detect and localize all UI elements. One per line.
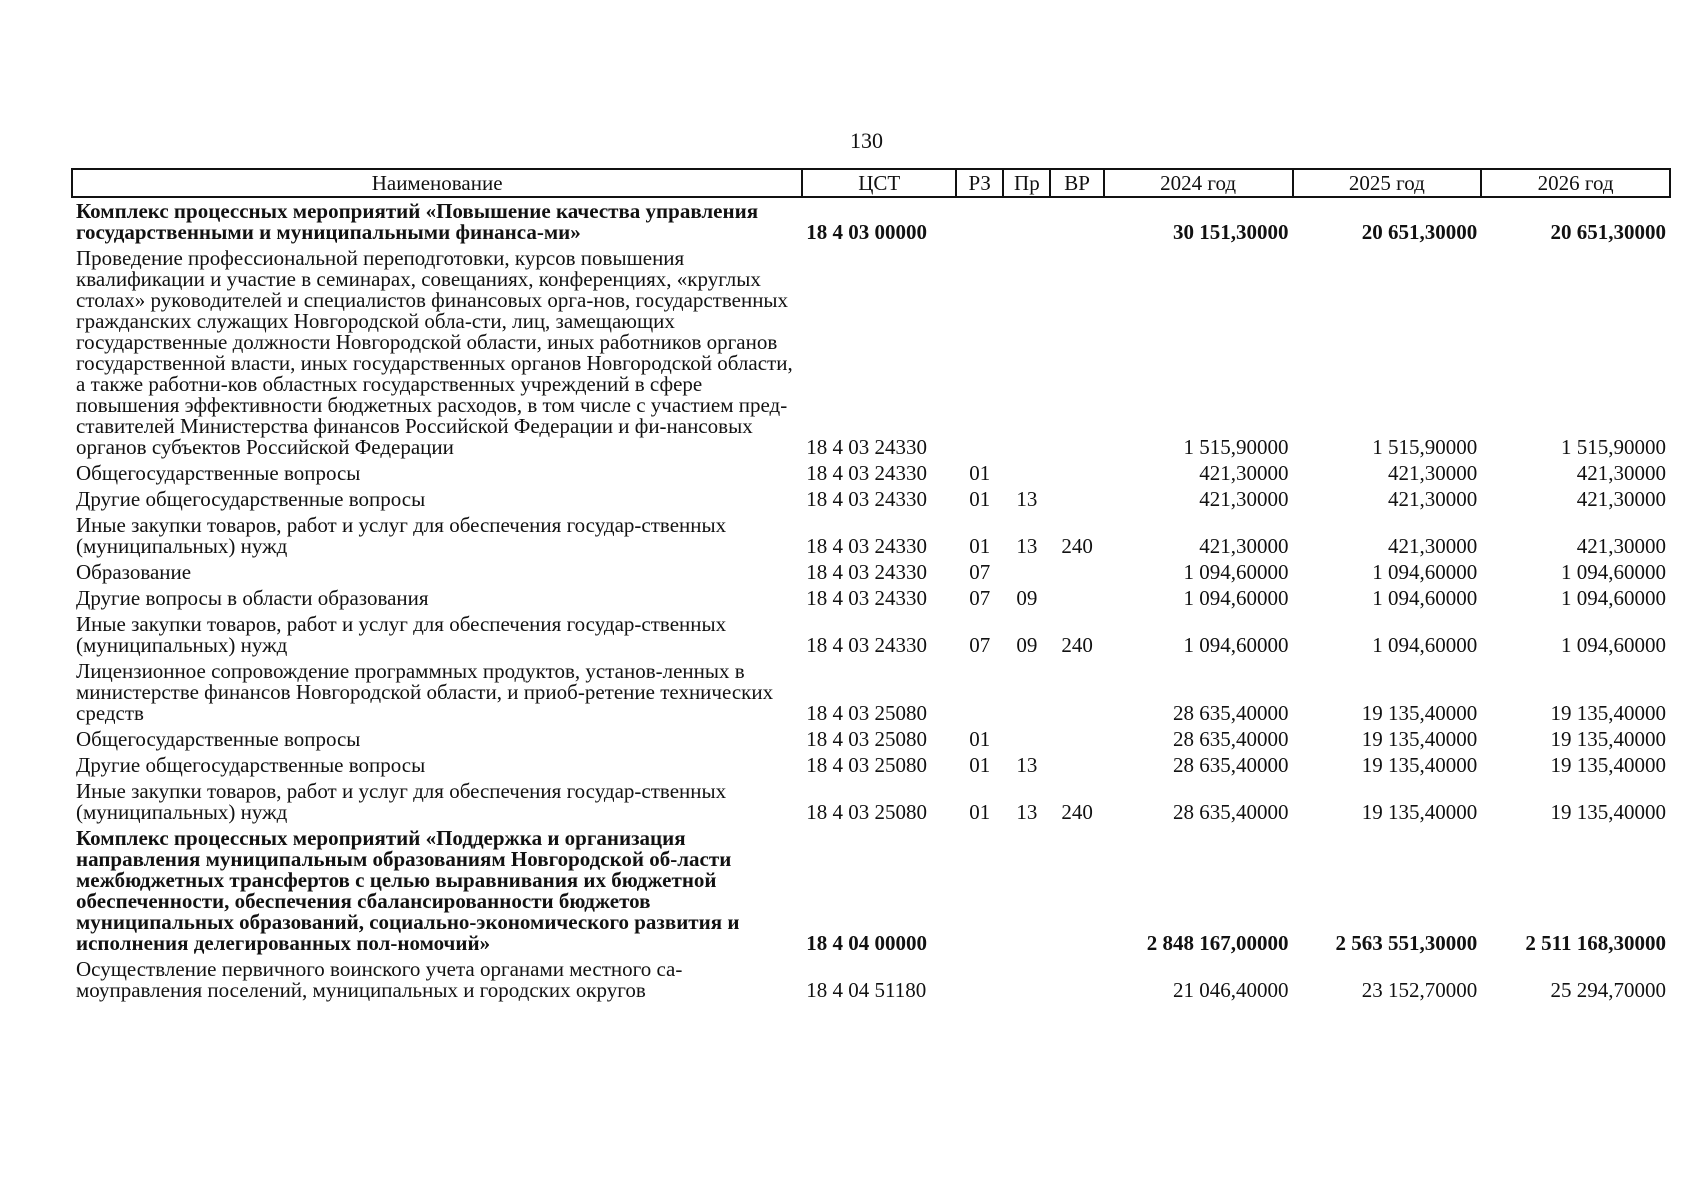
row-cst: 18 4 03 25080 [806, 800, 928, 824]
row-2024: 1 515,90000 [1183, 435, 1289, 459]
row-2025: 421,30000 [1387, 534, 1478, 558]
row-2025: 19 135,40000 [1361, 800, 1478, 824]
row-2026: 19 135,40000 [1550, 701, 1666, 725]
row-2026: 20 651,30000 [1550, 220, 1666, 244]
row-vr: 240 [1061, 534, 1093, 558]
header-2025: 2025 год [1293, 169, 1482, 197]
row-name: Общегосударственные вопросы [76, 461, 361, 485]
row-2025: 20 651,30000 [1361, 220, 1478, 244]
row-pr [1003, 825, 1050, 956]
table-row [72, 726, 1670, 752]
row-cst: 18 4 03 24330 [806, 435, 928, 459]
row-pr [1003, 245, 1050, 460]
row-2026: 1 515,90000 [1561, 435, 1666, 459]
row-cst: 18 4 03 24330 [806, 586, 928, 610]
row-2026: 2 511 168,30000 [1525, 931, 1666, 955]
row-2025: 23 152,70000 [1361, 978, 1478, 1002]
row-rz: 07 [969, 586, 991, 610]
row-rz [956, 658, 1003, 726]
row-2025: 2 563 551,30000 [1335, 931, 1478, 955]
row-2026: 25 294,70000 [1550, 978, 1666, 1002]
header-pr: Пр [1003, 169, 1050, 197]
row-2024: 28 635,40000 [1173, 753, 1289, 777]
row-pr: 13 [1016, 534, 1038, 558]
row-pr [1003, 197, 1050, 245]
row-cst: 18 4 03 24330 [806, 487, 928, 511]
row-2025: 19 135,40000 [1361, 727, 1478, 751]
row-rz: 01 [969, 753, 991, 777]
row-cst: 18 4 04 51180 [806, 978, 927, 1002]
row-2026: 19 135,40000 [1550, 753, 1666, 777]
row-2024: 28 635,40000 [1173, 727, 1289, 751]
row-cst: 18 4 04 00000 [806, 931, 928, 955]
table-row [72, 611, 1670, 658]
table-row [72, 778, 1670, 825]
row-2025: 1 094,60000 [1372, 586, 1478, 610]
table-row [72, 512, 1670, 559]
row-cst: 18 4 03 00000 [806, 220, 928, 244]
row-pr [1003, 956, 1050, 1003]
row-vr [1050, 825, 1103, 956]
row-name: Проведение профессиональной переподготовки, курсов повышения квалификации и участие в семинарах, совещаниях, конференциях, «круглых столах» руководителей и специалистов финансовых орга-нов, государственных гражданских служащих Новгородской обла-сти, лиц, замещающих государственные должности Новгородской области, иных работников органов государственной власти, иных государственных органов Новгородской области, а также работни-ков областных государственных учреждений в сфере повышения эффективности бюджетных расходов, в том числе с участием пред-ставителей Министерства финансов Российской Федерации и фи-нансовых органов субъектов Российской Федерации [76, 246, 793, 459]
row-name: Лицензионное сопровождение программных продуктов, установ-ленных в министерстве финансов Новгородской области, и приоб-ретение технических средств [76, 659, 774, 725]
row-2025: 1 094,60000 [1372, 633, 1478, 657]
row-2025: 1 515,90000 [1372, 435, 1478, 459]
row-2026: 421,30000 [1576, 461, 1666, 485]
row-vr: 240 [1061, 633, 1093, 657]
row-2025: 19 135,40000 [1361, 701, 1478, 725]
row-2024: 28 635,40000 [1173, 800, 1289, 824]
row-2026: 421,30000 [1576, 534, 1666, 558]
row-name: Образование [76, 560, 192, 584]
row-name: Комплекс процессных мероприятий «Повышение качества управления государственными и муниципальными финанса-ми» [76, 199, 759, 244]
table-body [72, 197, 1670, 1003]
row-cst: 18 4 03 24330 [806, 534, 928, 558]
page-number: 130 [850, 128, 883, 153]
row-2025: 421,30000 [1387, 487, 1478, 511]
table-row [72, 486, 1670, 512]
table-header [72, 169, 1670, 197]
budget-table [71, 168, 1671, 1003]
row-2024: 1 094,60000 [1183, 633, 1289, 657]
row-2026: 1 094,60000 [1561, 560, 1666, 584]
row-2025: 19 135,40000 [1361, 753, 1478, 777]
row-vr [1050, 559, 1103, 585]
row-2024: 1 094,60000 [1183, 560, 1289, 584]
row-vr [1050, 585, 1103, 611]
row-2026: 1 094,60000 [1561, 586, 1666, 610]
row-2024: 421,30000 [1199, 534, 1289, 558]
row-name: Общегосударственные вопросы [76, 727, 361, 751]
header-cst: ЦСТ [802, 169, 956, 197]
row-name: Осуществление первичного воинского учета органами местного са-моуправления поселений, муниципальных и городских округов [76, 957, 683, 1002]
row-2026: 19 135,40000 [1550, 727, 1666, 751]
row-name: Иные закупки товаров, работ и услуг для обеспечения государ-ственных (муниципальных) нужд [76, 612, 727, 657]
row-rz: 01 [969, 534, 991, 558]
table-row [72, 752, 1670, 778]
row-2026: 19 135,40000 [1550, 800, 1666, 824]
row-pr [1003, 460, 1050, 486]
row-rz: 01 [969, 727, 991, 751]
row-2024: 421,30000 [1199, 487, 1289, 511]
row-vr: 240 [1061, 800, 1093, 824]
table-row [72, 956, 1670, 1003]
row-rz [956, 956, 1003, 1003]
row-name: Другие вопросы в области образования [76, 586, 429, 610]
header-2026: 2026 год [1481, 169, 1670, 197]
row-2025: 1 094,60000 [1372, 560, 1478, 584]
row-cst: 18 4 03 24330 [806, 633, 928, 657]
table-row [72, 197, 1670, 245]
table-row [72, 585, 1670, 611]
row-vr [1050, 245, 1103, 460]
header-2024: 2024 год [1104, 169, 1293, 197]
table-row [72, 825, 1670, 956]
row-pr [1003, 726, 1050, 752]
row-cst: 18 4 03 25080 [806, 753, 928, 777]
row-cst: 18 4 03 25080 [806, 727, 928, 751]
row-2026: 1 094,60000 [1561, 633, 1666, 657]
row-2025: 421,30000 [1387, 461, 1478, 485]
row-2024: 21 046,40000 [1173, 978, 1289, 1002]
row-rz: 01 [969, 461, 991, 485]
row-name: Другие общегосударственные вопросы [76, 487, 426, 511]
row-2024: 1 094,60000 [1183, 586, 1289, 610]
table-row [72, 559, 1670, 585]
row-vr [1050, 658, 1103, 726]
row-pr: 13 [1016, 487, 1038, 511]
row-pr: 13 [1016, 800, 1038, 824]
row-rz [956, 825, 1003, 956]
row-2024: 28 635,40000 [1173, 701, 1289, 725]
row-2026: 421,30000 [1576, 487, 1666, 511]
row-name: Иные закупки товаров, работ и услуг для обеспечения государ-ственных (муниципальных) нужд [76, 513, 727, 558]
row-vr [1050, 486, 1103, 512]
row-rz: 01 [969, 800, 991, 824]
row-pr: 13 [1016, 753, 1038, 777]
row-vr [1050, 752, 1103, 778]
table-row [72, 460, 1670, 486]
header-vr: ВР [1050, 169, 1103, 197]
row-name: Другие общегосударственные вопросы [76, 753, 426, 777]
row-2024: 421,30000 [1199, 461, 1289, 485]
row-rz: 07 [969, 560, 991, 584]
row-pr: 09 [1016, 633, 1038, 657]
table-row [72, 658, 1670, 726]
row-rz [956, 245, 1003, 460]
header-name: Наименование [72, 169, 802, 197]
row-name: Комплекс процессных мероприятий «Поддержка и организация направления муниципальным образованиям Новгородской об-ласти межбюджетных трансфертов с целью выравнивания их бюджетной обеспеченности, обеспечения сбалансированности бюджетов муниципальных образований, социально-экономического развития и исполнения делегированных пол-номочий» [76, 826, 740, 955]
row-rz [956, 197, 1003, 245]
header-rz: РЗ [956, 169, 1003, 197]
row-cst: 18 4 03 25080 [806, 701, 928, 725]
row-vr [1050, 956, 1103, 1003]
table-row [72, 245, 1670, 460]
row-rz: 01 [969, 487, 991, 511]
row-pr [1003, 658, 1050, 726]
row-vr [1050, 197, 1103, 245]
row-cst: 18 4 03 24330 [806, 560, 928, 584]
row-rz: 07 [969, 633, 991, 657]
row-cst: 18 4 03 24330 [806, 461, 928, 485]
row-vr [1050, 460, 1103, 486]
row-name: Иные закупки товаров, работ и услуг для обеспечения государ-ственных (муниципальных) нужд [76, 779, 727, 824]
row-pr [1003, 559, 1050, 585]
row-2024: 30 151,30000 [1173, 220, 1289, 244]
row-vr [1050, 726, 1103, 752]
row-pr: 09 [1016, 586, 1038, 610]
row-2024: 2 848 167,00000 [1146, 931, 1289, 955]
